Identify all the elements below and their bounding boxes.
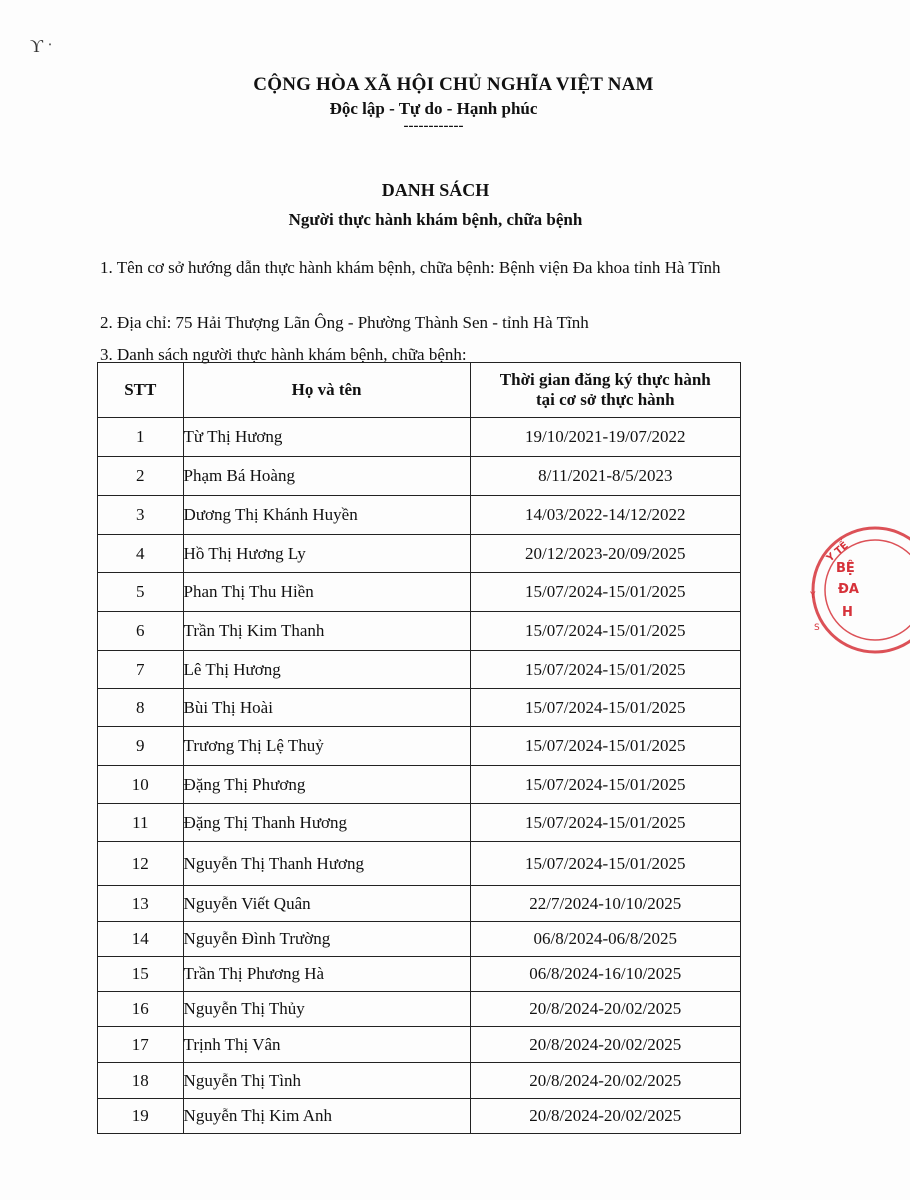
table-row [98,573,741,612]
table-row [98,1063,741,1099]
table-row [98,612,741,651]
row-name: Nguyễn Thị Thủy [183,992,470,1027]
motto: Độc lập - Tự do - Hạnh phúc [329,99,538,118]
table-row [98,496,741,535]
row-name: Trần Thị Kim Thanh [183,612,470,651]
row-period: 20/12/2023-20/09/2025 [470,535,740,573]
row-name: Phạm Bá Hoàng [183,457,470,496]
row-period: 15/07/2024-15/01/2025 [470,727,740,766]
row-name: Nguyễn Thị Thanh Hương [183,842,470,886]
svg-text:H: H [842,605,853,620]
table-row [98,842,741,886]
table-row [98,886,741,922]
row-stt: 4 [98,535,184,573]
svg-text:Y TẾ: Y TẾ [824,540,851,565]
row-period: 20/8/2024-20/02/2025 [470,1027,740,1063]
address-line: 2. Địa chỉ: 75 Hải Thượng Lãn Ông - Phường Thành Sen - tỉnh Hà Tĩnh [100,313,589,332]
row-period: 15/07/2024-15/01/2025 [470,842,740,886]
table-row [98,992,741,1027]
row-stt: 2 [98,457,184,496]
row-name: Bùi Thị Hoài [183,689,470,727]
row-stt: 10 [98,766,184,804]
row-name: Trần Thị Phương Hà [183,957,470,992]
svg-text:S: S [814,623,820,633]
row-period: 22/7/2024-10/10/2025 [470,886,740,922]
row-name: Dương Thị Khánh Huyền [183,496,470,535]
table-body [98,418,741,1134]
row-period: 19/10/2021-19/07/2022 [470,418,740,457]
row-stt: 7 [98,651,184,689]
red-seal-stamp [800,520,910,660]
row-stt: 17 [98,1027,184,1063]
table-row [98,957,741,992]
table-header-row [98,363,741,418]
row-name: Đặng Thị Phương [183,766,470,804]
row-stt: 8 [98,689,184,727]
row-period: 15/07/2024-15/01/2025 [470,689,740,727]
row-name: Hồ Thị Hương Ly [183,535,470,573]
row-stt: 19 [98,1099,184,1134]
row-name: Trịnh Thị Vân [183,1027,470,1063]
scan-mark: ϒ ˑ [30,36,53,56]
row-stt: 14 [98,922,184,957]
row-name: Nguyễn Thị Tình [183,1063,470,1099]
row-name: Nguyễn Thị Kim Anh [183,1099,470,1134]
svg-text:ĐA: ĐA [838,582,859,597]
row-period: 20/8/2024-20/02/2025 [470,1099,740,1134]
row-stt: 9 [98,727,184,766]
row-period: 15/07/2024-15/01/2025 [470,612,740,651]
header-name: Họ và tên [183,363,470,418]
row-stt: 13 [98,886,184,922]
list-label: 3. Danh sách người thực hành khám bệnh, chữa bệnh: [100,345,467,364]
header-time [470,363,740,418]
document-subtitle: Người thực hành khám bệnh, chữa bệnh [288,210,583,229]
table-row [98,418,741,457]
motto-divider: ------------ [403,118,464,134]
row-stt: 6 [98,612,184,651]
row-period: 15/07/2024-15/01/2025 [470,573,740,612]
row-name: Nguyễn Đình Trường [183,922,470,957]
table-row [98,766,741,804]
row-name: Phan Thị Thu Hiền [183,573,470,612]
row-name: Từ Thị Hương [183,418,470,457]
row-name: Nguyễn Viết Quân [183,886,470,922]
table-row [98,689,741,727]
table-row [98,922,741,957]
row-period: 20/8/2024-20/02/2025 [470,992,740,1027]
row-name: Trương Thị Lệ Thuỷ [183,727,470,766]
row-stt: 5 [98,573,184,612]
document-title: DANH SÁCH [381,180,490,200]
row-period: 20/8/2024-20/02/2025 [470,1063,740,1099]
row-stt: 15 [98,957,184,992]
row-period: 8/11/2021-8/5/2023 [470,457,740,496]
svg-text:BỆ: BỆ [836,561,855,576]
row-stt: 16 [98,992,184,1027]
row-name: Lê Thị Hương [183,651,470,689]
header-time-line1: Thời gian đăng ký thực hành [499,370,711,389]
table-row [98,1027,741,1063]
table-row [98,804,741,842]
svg-text:Y: Y [810,591,816,601]
country-header: CỘNG HÒA XÃ HỘI CHỦ NGHĨA VIỆT NAM [253,74,654,95]
row-stt: 12 [98,842,184,886]
row-stt: 3 [98,496,184,535]
row-name: Đặng Thị Thanh Hương [183,804,470,842]
header-time-line2: tại cơ sở thực hành [535,390,675,409]
table-row [98,457,741,496]
row-period: 15/07/2024-15/01/2025 [470,651,740,689]
row-stt: 11 [98,804,184,842]
header-stt: STT [98,363,184,418]
row-period: 14/03/2022-14/12/2022 [470,496,740,535]
row-stt: 1 [98,418,184,457]
row-period: 06/8/2024-06/8/2025 [470,922,740,957]
practitioner-table [97,362,741,1134]
facility-line: 1. Tên cơ sở hướng dẫn thực hành khám bệnh, chữa bệnh: Bệnh viện Đa khoa tỉnh Hà Tĩnh [100,258,721,277]
table-row [98,651,741,689]
row-period: 06/8/2024-16/10/2025 [470,957,740,992]
table-row [98,535,741,573]
row-period: 15/07/2024-15/01/2025 [470,766,740,804]
table-row [98,727,741,766]
table-row [98,1099,741,1134]
row-stt: 18 [98,1063,184,1099]
row-period: 15/07/2024-15/01/2025 [470,804,740,842]
